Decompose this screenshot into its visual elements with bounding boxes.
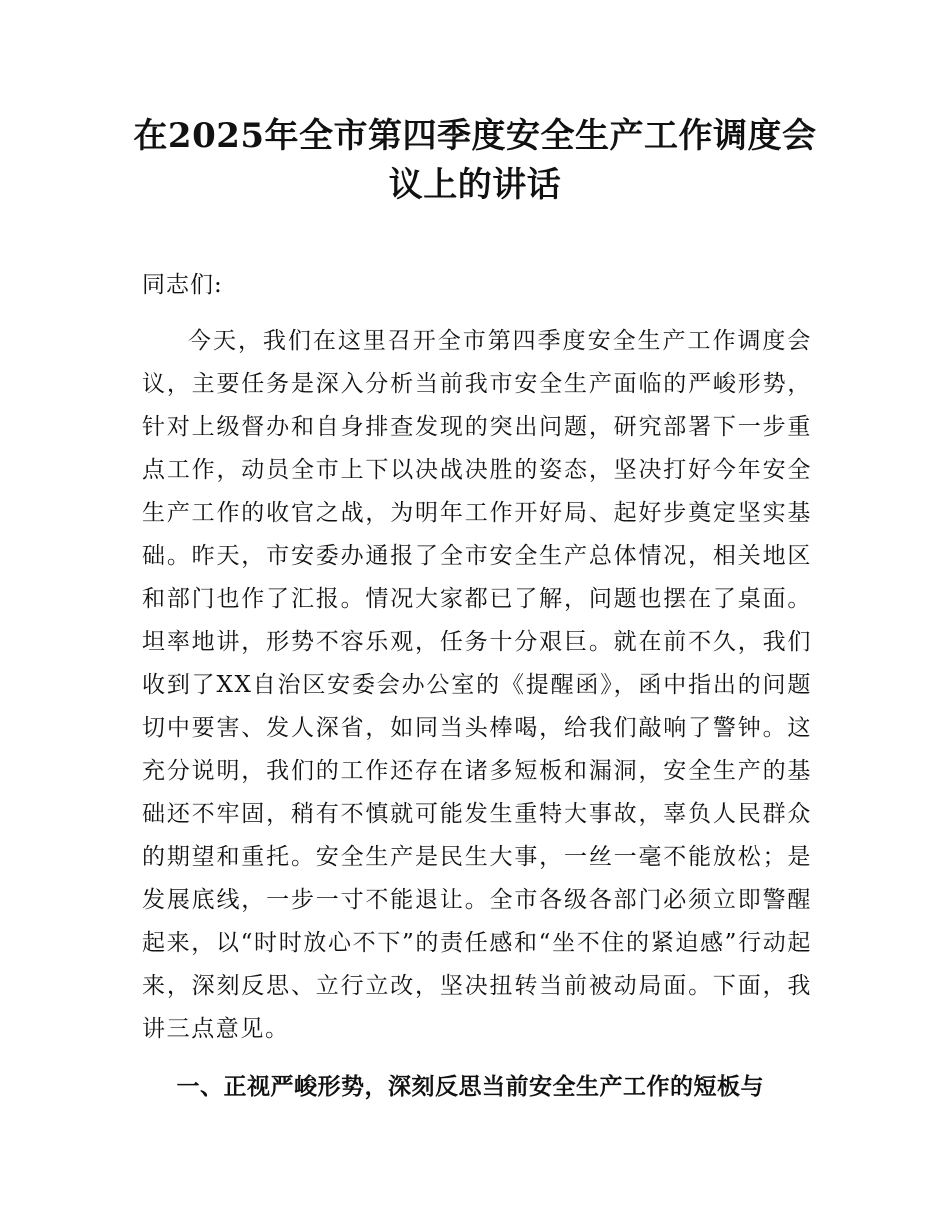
salutation: 同志们:	[142, 272, 223, 298]
body-paragraph: 今天，我们在这里召开全市第四季度安全生产工作调度会议，主要任务是深入分析当前我市安全生产面临的严峻形势，针对上级督办和自身排查发现的突出问题，研究部署下一步重点工作，动员全市上下以决战决胜的姿态，坚决打好今年安全生产工作的收官之战，为明年工作开好局、起好步奠定坚实基础。昨天，市安委办通报了全市安全生产总体情况，相关地区和部门也作了汇报。情况大家都已了解，问题也摆在了桌面。坦率地讲，形势不容乐观，任务十分艰巨。就在前不久，我们收到了XX自治区安委会办公室的《提醒函》，函中指出的问题切中要害、发人深省，如同当头棒喝，给我们敲响了警钟。这充分说明，我们的工作还存在诸多短板和漏洞，安全生产的基础还不牢固，稍有不慎就可能发生重特大事故，辜负人民群众的期望和重托。安全生产是民生大事，一丝一毫不能放松；是发展底线，一步一寸不能退让。全市各级各部门必须立即警醒起来，以“时时放心不下”的责任感和“坐不住的紧迫感”行动起来，深刻反思、立行立改，坚决扭转当前被动局面。下面，我讲三点意见。	[142, 328, 812, 1042]
section-heading: 一、正视严峻形势，深刻反思当前安全生产工作的短板与	[176, 1074, 764, 1100]
document-title: 在2025年全市第四季度安全生产工作调度会议上的讲话	[133, 116, 817, 205]
